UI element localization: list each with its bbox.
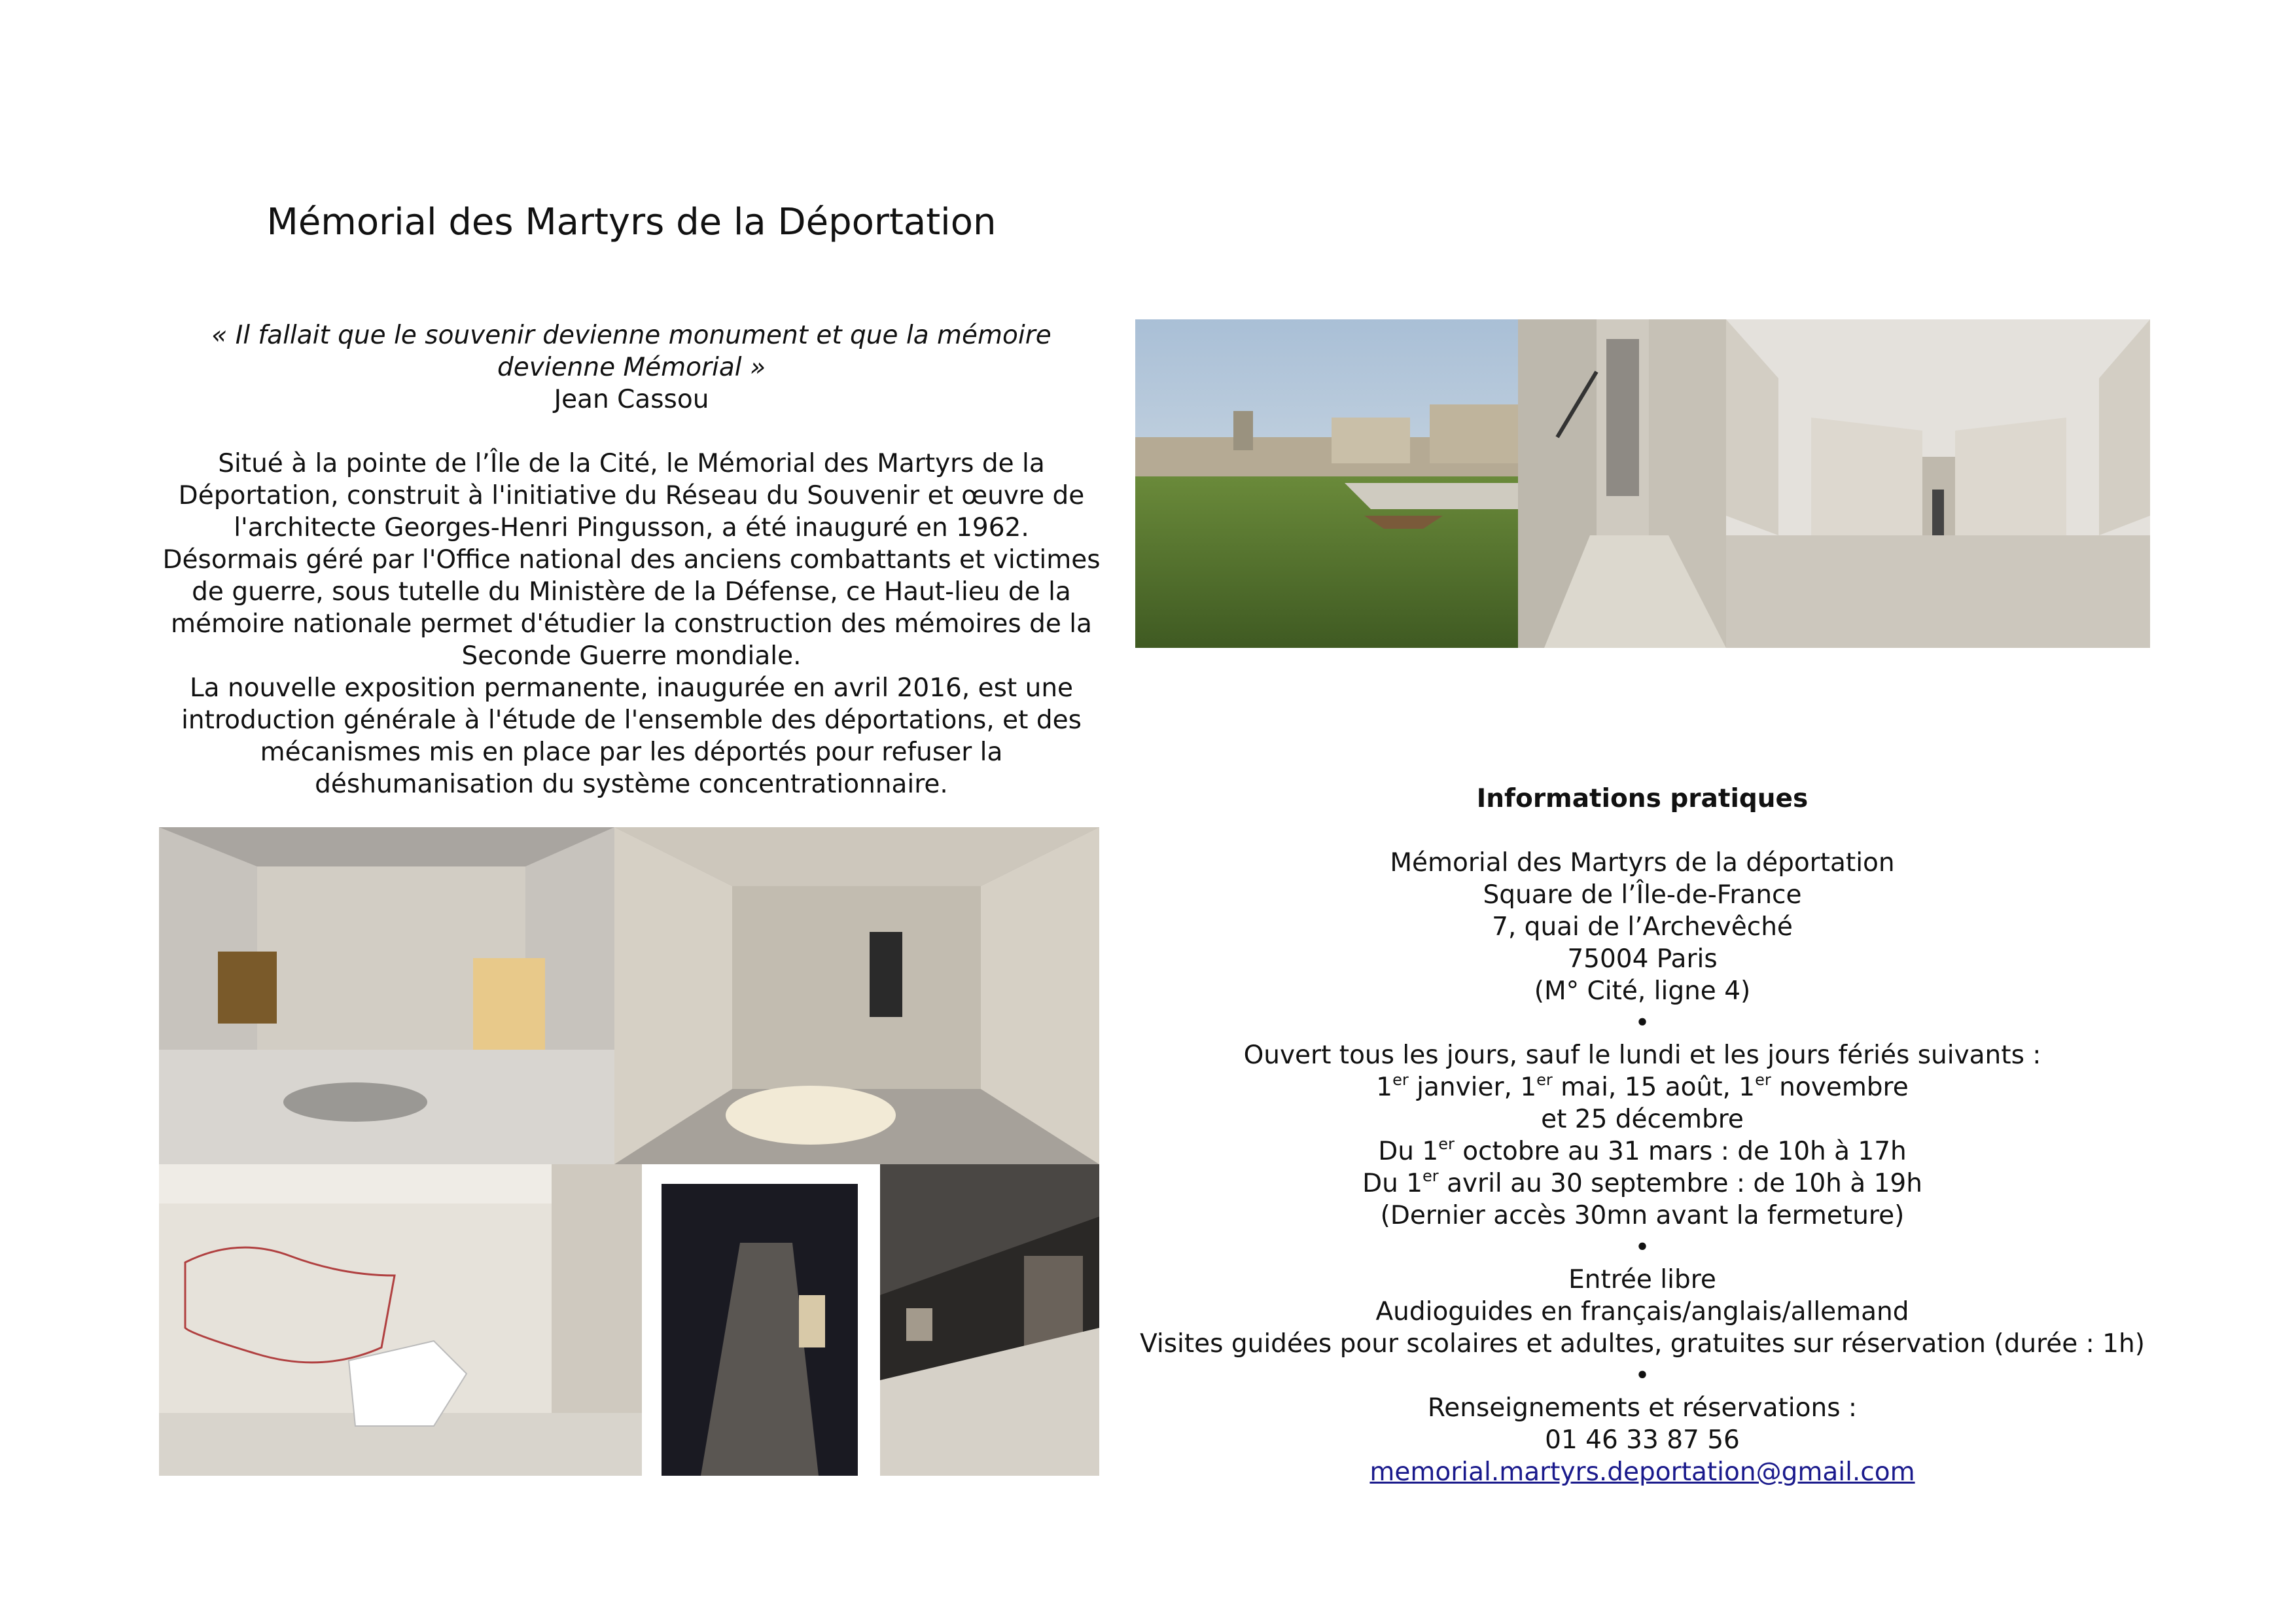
last-entry: (Dernier accès 30mn avant la fermeture)	[1380, 1201, 1905, 1230]
photo-stair-passage	[1518, 319, 1726, 648]
quote-author: Jean Cassou	[554, 385, 709, 414]
photo-crypt-room	[159, 827, 614, 1164]
address-line: 7, quai de l’Archevêché	[1492, 912, 1793, 942]
photo-map-room	[159, 1164, 642, 1476]
hours-winter: Du 1er octobre au 31 mars : de 10h à 17h	[1378, 1135, 1907, 1166]
email-link[interactable]: memorial.martyrs.deportation@gmail.com	[1369, 1457, 1915, 1487]
info-heading: Informations pratiques	[1476, 784, 1809, 813]
practical-info	[1119, 783, 2166, 1488]
holidays-line: et 25 décembre	[1541, 1105, 1744, 1134]
address-line: Mémorial des Martyrs de la déportation	[1390, 848, 1895, 878]
address-line: Square de l’Île-de-France	[1483, 880, 1802, 910]
audioguides: Audioguides en français/anglais/allemand	[1375, 1297, 1909, 1327]
photo-garden-view	[1135, 319, 1518, 648]
holidays-line: 1er janvier, 1er mai, 15 août, 1er novembre	[1376, 1071, 1909, 1102]
photo-courtyard	[1726, 319, 2150, 648]
phone-number: 01 46 33 87 56	[1545, 1425, 1740, 1455]
hours-summer: Du 1er avril au 30 septembre : de 10h à 19h	[1362, 1167, 1922, 1198]
metro-line: (M° Cité, ligne 4)	[1534, 976, 1751, 1006]
description-paragraph: Désormais géré par l'Office national des anciens combattants et victimes de guerre, sous tutelle du Ministère de la Défense, ce Haut-lieu de la mémoire nationale permet d'étudier la construction des mémoires de la Seconde Guerre mondiale.	[162, 545, 1101, 671]
quote-block	[157, 319, 1106, 416]
description	[157, 448, 1106, 800]
quote-text: « Il fallait que le souvenir devienne monument et que la mémoire devienne Mémorial »	[211, 321, 1051, 382]
description-paragraph: Situé à la pointe de l’Île de la Cité, le Mémorial des Martyrs de la Déportation, construit à l'initiative du Réseau du Souvenir et œuvre de l'architecte Georges-Henri Pingusson, a été inauguré en 1962.	[178, 449, 1085, 543]
bullet-separator: •	[1634, 1008, 1650, 1038]
opening-intro: Ouvert tous les jours, sauf le lundi et les jours fériés suivants :	[1243, 1041, 2041, 1070]
bullet-separator: •	[1634, 1233, 1650, 1262]
contact-heading: Renseignements et réservations :	[1427, 1393, 1858, 1423]
page-title: Mémorial des Martyrs de la Déportation	[266, 201, 997, 243]
photo-corridor-light	[614, 827, 1099, 1164]
entry-fee: Entrée libre	[1568, 1265, 1716, 1294]
bullet-separator: •	[1634, 1361, 1650, 1391]
description-paragraph: La nouvelle exposition permanente, inaugurée en avril 2016, est une introduction générale à l'étude de l'ensemble des déportations, et des mécanismes mis en place par les déportés pour refuser la déshumanisation du système concentrationnaire.	[181, 673, 1082, 799]
address-line: 75004 Paris	[1567, 944, 1718, 974]
guided-tours: Visites guidées pour scolaires et adultes, gratuites sur réservation (durée : 1h)	[1140, 1329, 2145, 1359]
photo-curved-exhibit	[880, 1164, 1099, 1476]
photo-dark-gallery	[642, 1164, 880, 1476]
